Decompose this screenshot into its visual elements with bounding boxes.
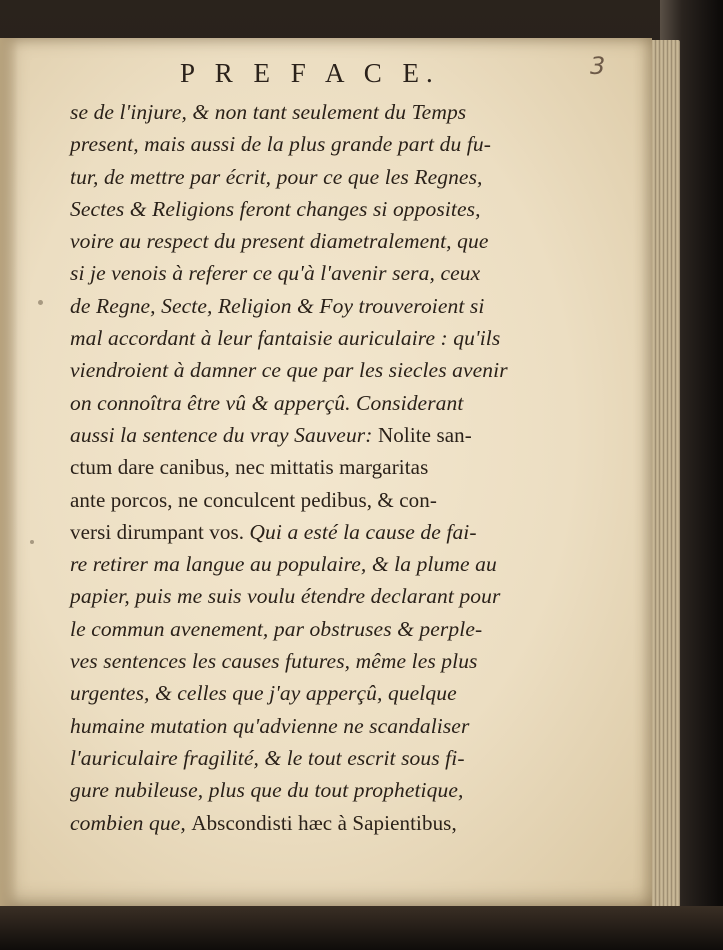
italic-text: voire au respect du present diametralement, que <box>70 229 489 254</box>
folio-number: 3 <box>590 52 606 80</box>
italic-text: urgentes, & celles que j'ay apperçû, quelque <box>70 681 457 706</box>
roman-text: Abscondisti hæc à Sapientibus, <box>191 810 457 835</box>
text-line <box>70 161 590 193</box>
paper-spot <box>38 300 43 305</box>
text-line <box>70 516 590 548</box>
italic-text: combien que, <box>70 810 192 835</box>
body-text <box>70 96 590 839</box>
text-line <box>70 387 590 419</box>
text-line <box>70 257 590 289</box>
text-line <box>70 548 590 580</box>
italic-text: Qui a esté la cause de fai- <box>249 519 477 544</box>
italic-text: l'auriculaire fragilité, & le tout escrit sous fi- <box>70 745 465 770</box>
italic-text: Sectes & Religions feront changes si opposites, <box>70 196 481 221</box>
text-line <box>70 290 590 322</box>
text-line <box>70 742 590 774</box>
italic-text: papier, puis me suis voulu étendre declarant pour <box>70 584 501 609</box>
italic-text: viendroient à damner ce que par les siecles avenir <box>70 358 508 383</box>
text-line <box>70 451 590 483</box>
text-line <box>70 645 590 677</box>
text-line <box>70 354 590 386</box>
italic-text: si je venois à referer ce qu'à l'avenir sera, ceux <box>70 261 481 286</box>
roman-text: versi dirumpant vos. <box>70 519 250 544</box>
text-line <box>70 193 590 225</box>
running-head: P R E F A C E. <box>180 58 440 88</box>
text-line <box>70 322 590 354</box>
italic-text: re retirer ma langue au populaire, & la plume au <box>70 552 497 577</box>
text-line <box>70 613 590 645</box>
italic-text: mal accordant à leur fantaisie auriculaire : qu'ils <box>70 326 501 351</box>
italic-text: le commun avenement, par obstruses & perple- <box>70 616 483 641</box>
paper-spot <box>30 540 34 544</box>
text-line <box>70 580 590 612</box>
roman-text: ante porcos, ne conculcent pedibus, & con- <box>70 487 437 512</box>
text-line <box>70 677 590 709</box>
text-line <box>70 225 590 257</box>
italic-text: gure nubileuse, plus que du tout prophetique, <box>70 778 464 803</box>
page-gutter <box>0 38 18 908</box>
italic-text: ves sentences les causes futures, même les plus <box>70 649 478 674</box>
italic-text: tur, de mettre par écrit, pour ce que les Regnes, <box>70 164 483 189</box>
text-line <box>70 419 590 451</box>
text-line <box>70 128 590 160</box>
text-line <box>70 484 590 516</box>
italic-text: humaine mutation qu'advienne ne scandaliser <box>70 713 470 738</box>
text-line <box>70 774 590 806</box>
italic-text: on connoîtra être vû & apperçû. Considerant <box>70 390 464 415</box>
roman-text: Nolite san- <box>378 422 472 447</box>
italic-text: present, mais aussi de la plus grande part du fu- <box>70 132 491 157</box>
italic-text: aussi la sentence du vray Sauveur: <box>70 422 379 447</box>
text-line <box>70 710 590 742</box>
italic-text: de Regne, Secte, Religion & Foy trouveroient si <box>70 293 485 318</box>
text-line <box>70 96 590 128</box>
bottom-shadow <box>0 906 723 950</box>
roman-text: ctum dare canibus, nec mittatis margaritas <box>70 455 429 480</box>
italic-text: se de l'injure, & non tant seulement du Temps <box>70 100 467 124</box>
text-line <box>70 807 590 839</box>
